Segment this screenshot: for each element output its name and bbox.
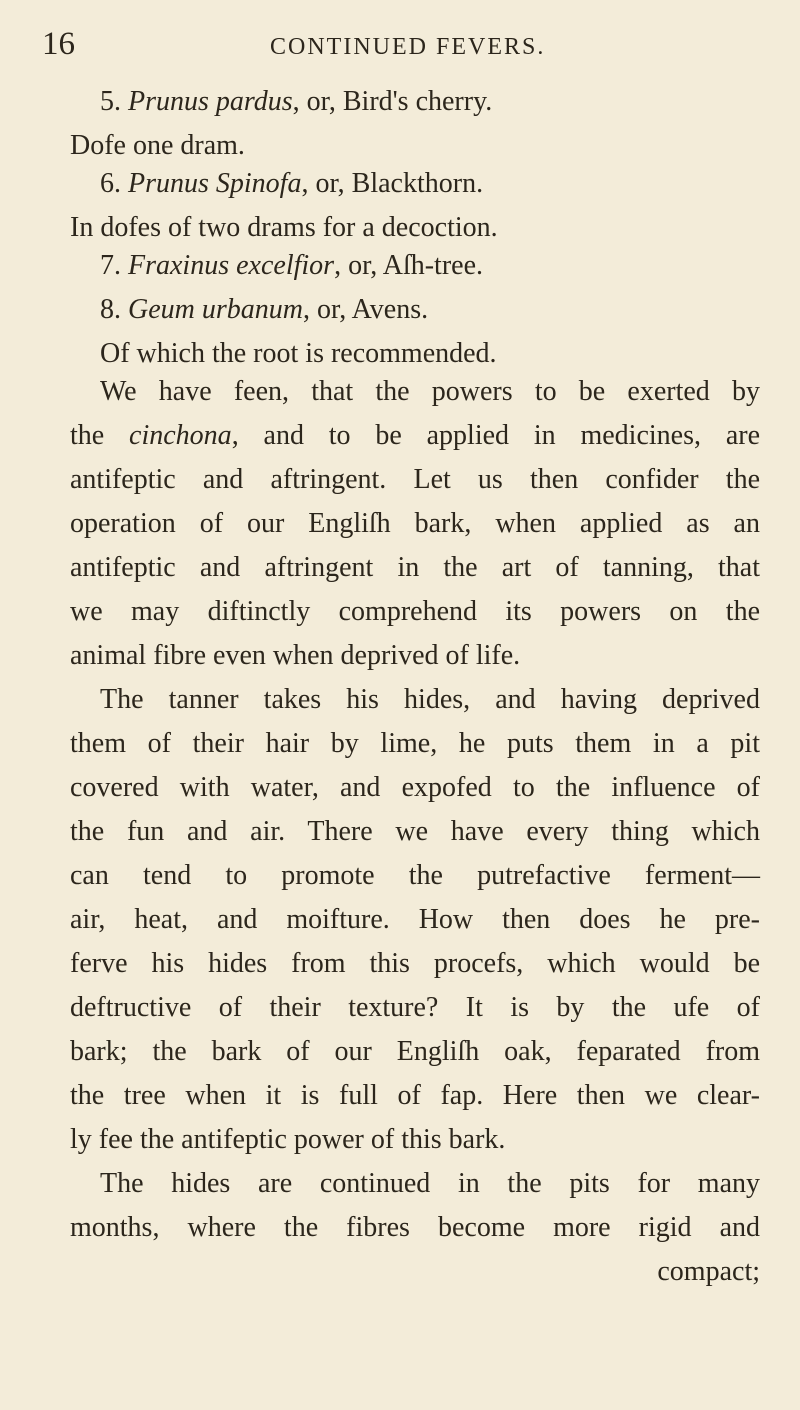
remedy-dose: Dofe one dram. [70, 130, 245, 161]
page-number: 16 [42, 26, 75, 62]
paragraph-line: The tanner takes his hides, and having deprived [100, 684, 760, 715]
paragraph-line: operation of our Engliſh bark, when applied as an [70, 508, 760, 539]
remedy-list-2 [70, 162, 760, 250]
paragraph-line: air, heat, and moifture. How then does he pre- [70, 904, 760, 935]
paragraph-line: months, where the fibres become more rigid and [70, 1212, 760, 1243]
paragraph-line: We have feen, that the powers to be exerted by [100, 376, 760, 407]
page-header [0, 26, 800, 66]
catchword: compact; [657, 1256, 760, 1287]
paragraph-line: we may diftinctly comprehend its powers on the [70, 596, 760, 627]
paragraph-line: can tend to promote the putrefactive ferment— [70, 860, 760, 891]
paragraph-line: antifeptic and aftringent in the art of tanning, that [70, 552, 760, 583]
remedy-note: Of which the root is recommended. [100, 338, 497, 369]
remedy-entry: 7. Fraxinus excelfior, or, Aſh-tree. [100, 250, 484, 281]
running-head: CONTINUED FEVERS. [270, 34, 546, 60]
remedy-entry: 8. Geum urbanum, or, Avens. [100, 294, 429, 325]
remedy-list-3 [70, 244, 760, 376]
paragraph-line: ly fee the antifeptic power of this bark. [70, 1124, 506, 1155]
remedy-entry: 6. Prunus Spinofa, or, Blackthorn. [100, 168, 484, 199]
body-text [70, 370, 760, 1294]
paragraph-line: animal fibre even when deprived of life. [70, 640, 521, 671]
paragraph-line: ferve his hides from this procefs, which would be [70, 948, 760, 979]
paragraph-line: antifeptic and aftringent. Let us then confider the [70, 464, 760, 495]
remedy-entry: 5. Prunus pardus, or, Bird's cherry. [100, 86, 493, 117]
paragraph-line: the fun and air. There we have every thing which [70, 816, 760, 847]
remedy-dose: In dofes of two drams for a decoction. [70, 212, 498, 243]
paragraph-line: them of their hair by lime, he puts them in a pit [70, 728, 760, 759]
paragraph-line: bark; the bark of our Engliſh oak, feparated from [70, 1036, 760, 1067]
remedy-list [70, 80, 760, 168]
paragraph-line: deftructive of their texture? It is by the ufe of [70, 992, 760, 1023]
paragraph-line: covered with water, and expofed to the influence of [70, 772, 760, 803]
paragraph-line: The hides are continued in the pits for many [100, 1168, 760, 1199]
paragraph-line: the tree when it is full of fap. Here then we clear- [70, 1080, 760, 1111]
paragraph-line: the cinchona, and to be applied in medicines, are [70, 420, 760, 451]
